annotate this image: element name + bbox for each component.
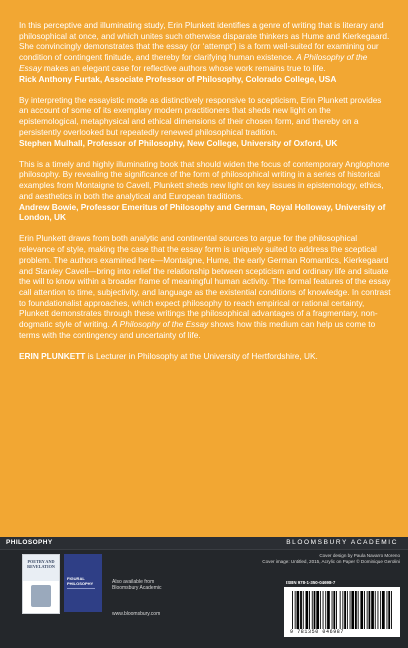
barcode-icon xyxy=(290,591,394,629)
barcode-number: 9 781350 046987 xyxy=(290,629,345,635)
publisher-website: www.bloomsbury.com xyxy=(112,611,161,617)
author-name: ERIN PLUNKETT xyxy=(19,350,86,361)
blurb-1-attribution: Rick Anthony Furtak, Associate Professor of Philosophy, Colorado College, USA xyxy=(19,73,337,84)
barcode-bar xyxy=(295,591,296,629)
related-book-1-title: POETRY AND REVELATION xyxy=(27,559,55,569)
barcode-bar xyxy=(380,591,381,629)
portrait-image xyxy=(31,585,51,607)
barcode xyxy=(284,587,400,637)
footer-strip xyxy=(0,537,408,550)
barcode-bar xyxy=(350,591,351,629)
footer-band xyxy=(0,537,408,648)
also-available-note: Also available from Bloomsbury Academic xyxy=(112,579,162,592)
author-note: ERIN PLUNKETT is Lecturer in Philosophy at the University of Hertfordshire, UK. xyxy=(19,350,318,361)
barcode-bar xyxy=(342,591,343,629)
barcode-bar xyxy=(351,591,354,629)
barcode-bar xyxy=(314,591,316,629)
barcode-bar xyxy=(360,591,363,629)
barcode-bar xyxy=(312,591,313,629)
book-description: Erin Plunkett draws from both analytic and continental sources to argue for the philosophical relevance of style, making the case that the essay form is uniquely suited to address the sceptical problem. The authors examined here—Montaigne, Hume, the early German Romantics, Kierkegaard and Stanley Cavell—bring into relief the relationship between scepticism and ordinary life and situate the will to know within a broader frame of meaningful human activity. The formal features of the essay call attention to time, subjectivity, and language as the existential conditions of knowledge. In contrast to foundationalist approaches, which expect philosophy to reach empirical or rational certainty, Plunkett demonstrates through these writings the philosophical advantages of a fragmentary, non-dogmatic style of writing. A Philosophy of the Essay shows how this medium can help us come to terms with the contingency and uncertainty of life. xyxy=(19,233,391,340)
barcode-bar xyxy=(344,591,346,629)
subject-label: PHILOSOPHY xyxy=(6,539,53,546)
barcode-bar xyxy=(297,591,300,629)
barcode-bar xyxy=(306,591,309,629)
barcode-bar xyxy=(355,591,357,629)
barcode-bar xyxy=(303,591,304,629)
cover-credits: Cover design by Paula Navarro Moreno Cover image: Untitled, 2015, Acrylic on Paper © Dominique Gerolini xyxy=(262,553,400,564)
barcode-bar xyxy=(333,591,335,629)
barcode-bar xyxy=(300,591,302,629)
barcode-bar xyxy=(327,591,330,629)
publisher-name: BLOOMSBURY ACADEMIC xyxy=(286,539,398,546)
blurb-3-text: This is a timely and highly illuminating book that should widen the focus of contemporary Anglophone philosophy. By revealing the significance of the form of philosophical writing in a series of historical examples from Montaigne to Cavell, Plunkett sheds new light on key issues in epistemology, ethics, and aesthetics in both the analytical and European traditions. xyxy=(19,158,390,201)
barcode-bar xyxy=(332,591,333,629)
barcode-bar xyxy=(371,591,374,629)
barcode-bar xyxy=(358,591,359,629)
isbn: ISBN 978-1-350-04698-7 xyxy=(286,580,336,585)
barcode-bar xyxy=(375,591,376,629)
barcode-bar xyxy=(367,591,368,629)
back-cover-text xyxy=(19,20,391,362)
blurb-1-text: In this perceptive and illuminating study, Erin Plunkett identifies a genre of writing that is literary and philosophical at once, and which unites such otherwise disparate thinkers as Hume and Kierkegaard. She convincingly demonstrates that the essay (or ‘attempt’) is a form well-suited for examining our condition of contingent finitude, and thereby for clarifying human existence. A Philosophy of the Essay makes an elegant case for reflective authors whose work remains true to life. xyxy=(19,20,390,73)
related-book-cover-2 xyxy=(64,554,102,612)
blurb-3-attribution: Andrew Bowie, Professor Emeritus of Philosophy and German, Royal Holloway, University of London, UK xyxy=(19,201,386,223)
barcode-bar xyxy=(320,591,321,629)
barcode-bar xyxy=(323,591,324,629)
barcode-bar xyxy=(309,591,310,629)
barcode-bar xyxy=(382,591,385,629)
barcode-bar xyxy=(369,591,371,629)
barcode-bar xyxy=(316,591,319,629)
barcode-bar xyxy=(340,591,341,629)
barcode-bar xyxy=(391,591,392,629)
barcode-bar xyxy=(388,591,390,629)
barcode-bar xyxy=(325,591,326,629)
blurb-2-attribution: Stephen Mulhall, Professor of Philosophy, New College, University of Oxford, UK xyxy=(19,137,338,148)
barcode-bar xyxy=(378,591,379,629)
barcode-bar xyxy=(347,591,348,629)
related-book-2-title: FIGURAL PHILOSOPHY xyxy=(67,576,94,586)
barcode-bar xyxy=(364,591,365,629)
related-book-cover-1 xyxy=(22,554,60,614)
barcode-bar xyxy=(336,591,337,629)
barcode-bar xyxy=(292,591,293,629)
barcode-bar xyxy=(387,591,388,629)
blurb-2-text: By interpreting the essayistic mode as distinctively responsive to scepticism, Erin Plunkett provides an account of some of its exemplary modern practitioners that sheds new light on the epistemological, metaphysical and ethical dimensions of their chosen form, and thereby on a persistently overlooked but repeatedly renewed philosophical tradition. xyxy=(19,94,382,137)
